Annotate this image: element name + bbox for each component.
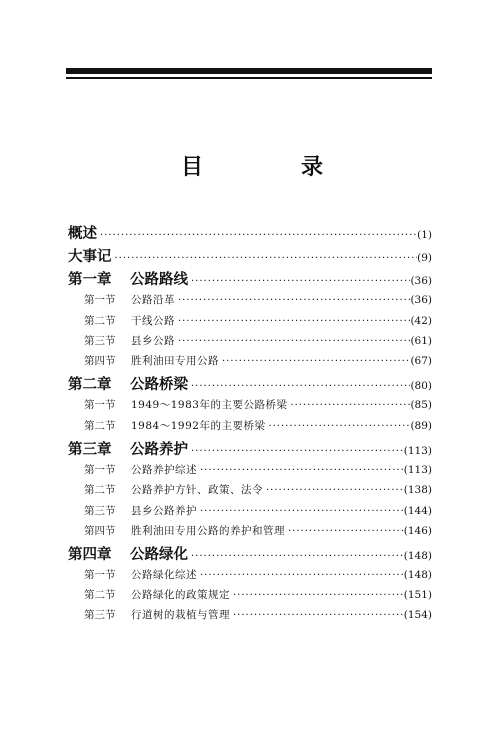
toc-entry-text: 胜利油田专用公路 [131, 355, 219, 367]
page-title: 目 录 [180, 155, 361, 180]
chapter-number: 第四章 [68, 546, 112, 563]
toc-entry-text: 干线公路 [131, 315, 175, 327]
dot-leader [219, 356, 410, 367]
toc-section-3-2[interactable] [84, 482, 432, 497]
toc-entry-text: 1984～1992年的主要桥梁 [131, 420, 266, 432]
dot-leader [287, 400, 410, 411]
chapter-number: 第一章 [68, 271, 112, 288]
toc-entry-chronicle[interactable] [68, 245, 432, 266]
toc-section-3-1[interactable] [84, 462, 432, 477]
section-number: 第四节 [84, 355, 116, 367]
toc-chapter-2[interactable] [68, 373, 432, 394]
toc-page-number: (80) [410, 380, 432, 392]
toc-chapter-1[interactable] [68, 268, 432, 289]
toc-entry-text: 公路绿化 [130, 546, 188, 563]
dot-leader [197, 465, 404, 476]
toc-chapter-3[interactable] [68, 438, 432, 459]
toc-page-number: (42) [410, 315, 432, 327]
toc-entry-text: 公路养护 [130, 441, 188, 458]
section-number: 第一节 [84, 569, 116, 581]
toc-page-number: (154) [403, 609, 432, 621]
chapter-number: 第三章 [68, 441, 112, 458]
toc-entry-text: 公路沿革 [131, 294, 175, 306]
section-number: 第三节 [84, 335, 116, 347]
dot-leader [188, 276, 410, 287]
toc-page-number: (36) [410, 275, 432, 287]
section-number: 第二节 [84, 484, 116, 496]
toc-page-number: (148) [403, 569, 432, 581]
dot-leader [263, 485, 404, 496]
toc-section-2-2[interactable] [84, 418, 432, 433]
toc-page-number: (138) [403, 484, 432, 496]
toc-section-4-1[interactable] [84, 567, 432, 582]
toc-page-number: (144) [403, 505, 432, 517]
toc-page-number: (9) [417, 252, 432, 264]
toc-entry-text: 公路养护方针、政策、法令 [131, 484, 263, 496]
toc-page-number: (146) [403, 525, 432, 537]
dot-leader [175, 336, 410, 347]
toc-page-number: (36) [410, 294, 432, 306]
section-number: 第一节 [84, 294, 116, 306]
section-number: 第三节 [84, 609, 116, 621]
toc-page-number: (67) [410, 355, 432, 367]
toc-chapter-4[interactable] [68, 543, 432, 564]
toc-page-number: (1) [417, 229, 432, 241]
dot-leader [265, 421, 410, 432]
dot-leader [285, 526, 404, 537]
toc-section-4-3[interactable] [84, 607, 432, 622]
toc-page-number: (151) [403, 589, 432, 601]
dot-leader [97, 230, 417, 241]
toc-section-1-4[interactable] [84, 353, 432, 368]
toc-section-1-3[interactable] [84, 333, 432, 348]
dot-leader [188, 446, 404, 457]
toc-entry-text: 公路绿化的政策规定 [131, 589, 230, 601]
dot-leader [188, 381, 410, 392]
toc-entry-text: 公路绿化综述 [131, 569, 197, 581]
toc-entry-text: 县乡公路 [131, 335, 175, 347]
toc-page-number: (148) [403, 550, 432, 562]
toc-section-2-1[interactable] [84, 397, 432, 412]
section-number: 第三节 [84, 505, 116, 517]
toc-section-1-2[interactable] [84, 313, 432, 328]
toc-page-number: (85) [410, 399, 432, 411]
section-number: 第二节 [84, 589, 116, 601]
toc-entry-text: 县乡公路养护 [131, 505, 197, 517]
toc-entry-text: 大事记 [68, 248, 112, 265]
dot-leader [188, 551, 404, 562]
section-number: 第四节 [84, 525, 116, 537]
toc-page-number: (89) [410, 420, 432, 432]
chapter-number: 第二章 [68, 376, 112, 393]
section-number: 第二节 [84, 315, 116, 327]
dot-leader [230, 590, 404, 601]
toc-page-number: (113) [403, 445, 432, 457]
toc-entry-text: 公路桥梁 [130, 376, 188, 393]
toc-section-3-4[interactable] [84, 523, 432, 538]
toc-section-1-1[interactable] [84, 292, 432, 307]
toc-entry-text: 概述 [68, 225, 97, 242]
section-number: 第一节 [84, 464, 116, 476]
dot-leader [197, 570, 404, 581]
toc-page-number: (61) [410, 335, 432, 347]
toc-page-number: (113) [403, 464, 432, 476]
toc-section-4-2[interactable] [84, 587, 432, 602]
dot-leader [197, 506, 404, 517]
dot-leader [175, 295, 410, 306]
toc-entry-text: 1949～1983年的主要公路桥梁 [131, 399, 288, 411]
toc-entry-text: 公路路线 [130, 271, 188, 288]
dot-leader [175, 316, 410, 327]
dot-leader [112, 253, 418, 264]
toc-entry-overview[interactable] [68, 222, 432, 243]
toc-entry-text: 公路养护综述 [131, 464, 197, 476]
toc-section-3-3[interactable] [84, 503, 432, 518]
section-number: 第二节 [84, 420, 116, 432]
dot-leader [230, 610, 404, 621]
toc-entry-text: 胜利油田专用公路的养护和管理 [131, 525, 285, 537]
toc-entry-text: 行道树的栽植与管理 [131, 609, 230, 621]
section-number: 第一节 [84, 399, 116, 411]
